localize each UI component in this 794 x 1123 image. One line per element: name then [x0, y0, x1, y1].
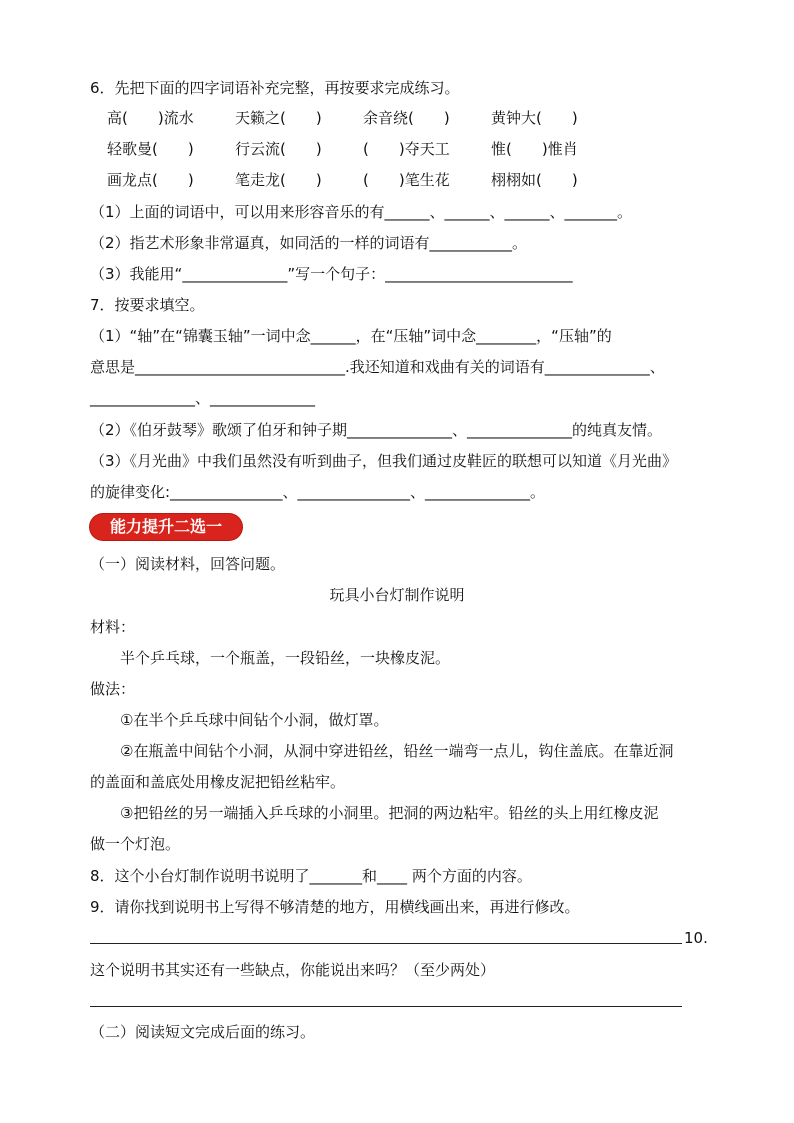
answer-line-q10 [90, 1006, 682, 1007]
step-2-line1: ②在瓶盖中间钻个小洞，从洞中穿进铅丝，铅丝一端弯一点儿，钩住盖底。在靠近洞 [120, 742, 674, 760]
question-10-number: 10. [684, 929, 708, 947]
word-blank: 惟( )惟肖 [491, 140, 578, 158]
q6-sub3: （3）我能用“______________”写一个句子：_________________________ [90, 265, 573, 283]
word-blank: 黄钟大( ) [491, 109, 578, 127]
word-blank: 行云流( ) [235, 140, 322, 158]
q7-sub3-line1: （3）《月光曲》中我们虽然没有听到曲子，但我们通过皮鞋匠的联想可以知道《月光曲》 [90, 452, 678, 470]
word-blank: 笔走龙( ) [235, 171, 322, 189]
question-10: 这个说明书其实还有一些缺点，你能说出来吗？（至少两处） [90, 961, 496, 979]
step-3-line1: ③把铅丝的另一端插入乒乓球的小洞里。把洞的两边粘牢。铅丝的头上用红橡皮泥 [120, 804, 659, 822]
part1-heading: （一）阅读材料，回答问题。 [90, 555, 286, 573]
q7-sub1-line1: （1）“轴”在“锦囊玉轴”一词中念______，在“压轴”词中念________，“压轴”的 [90, 327, 612, 345]
word-blank: 余音绕( ) [363, 109, 450, 127]
q6-title: 6．先把下面的四字词语补充完整，再按要求完成练习。 [90, 79, 460, 97]
word-blank: 高( )流水 [107, 109, 194, 127]
q7-sub2: （2）《伯牙鼓琴》歌颂了伯牙和钟子期______________、______________的纯真友情。 [90, 421, 663, 439]
question-9: 9．请你找到说明书上写得不够清楚的地方，用横线画出来，再进行修改。 [90, 898, 580, 916]
word-blank: 轻歌曼( ) [107, 140, 194, 158]
materials-text: 半个乒乓球，一个瓶盖，一段铅丝，一块橡皮泥。 [120, 649, 451, 667]
word-blank: ( )笔生花 [363, 171, 450, 189]
word-blank: ( )夺天工 [363, 140, 450, 158]
step-3-line2: 做一个灯泡。 [90, 835, 181, 853]
method-label: 做法： [90, 680, 136, 698]
q7-sub1-line2: 意思是____________________________.我还知道和戏曲有关的词语有______________、 [90, 358, 665, 376]
step-2-line2: 的盖面和盖底处用橡皮泥把铅丝粘牢。 [90, 773, 346, 791]
part2-heading: （二）阅读短文完成后面的练习。 [90, 1023, 316, 1041]
q6-sub1: （1）上面的词语中，可以用来形容音乐的有______、______、______、_______。 [90, 203, 633, 221]
materials-label: 材料： [90, 618, 136, 636]
question-8: 8．这个小台灯制作说明书说明了_______和____ 两个方面的内容。 [90, 867, 532, 885]
q6-sub2: （2）指艺术形象非常逼真，如同活的一样的词语有___________。 [90, 234, 528, 252]
section-banner: 能力提升二选一 [90, 514, 242, 540]
q7-sub1-line3: ______________、______________ [90, 389, 316, 407]
q7-title: 7．按要求填空。 [90, 296, 205, 314]
q7-sub3-line2: 的旋律变化:_______________、_______________、______________。 [90, 483, 546, 501]
word-blank: 栩栩如( ) [491, 171, 578, 189]
article-title: 玩具小台灯制作说明 [329, 586, 465, 604]
answer-line-q9 [90, 943, 682, 944]
word-blank: 天籁之( ) [235, 109, 322, 127]
word-blank: 画龙点( ) [107, 171, 194, 189]
step-1: ①在半个乒乓球中间钻个小洞，做灯罩。 [120, 711, 389, 729]
